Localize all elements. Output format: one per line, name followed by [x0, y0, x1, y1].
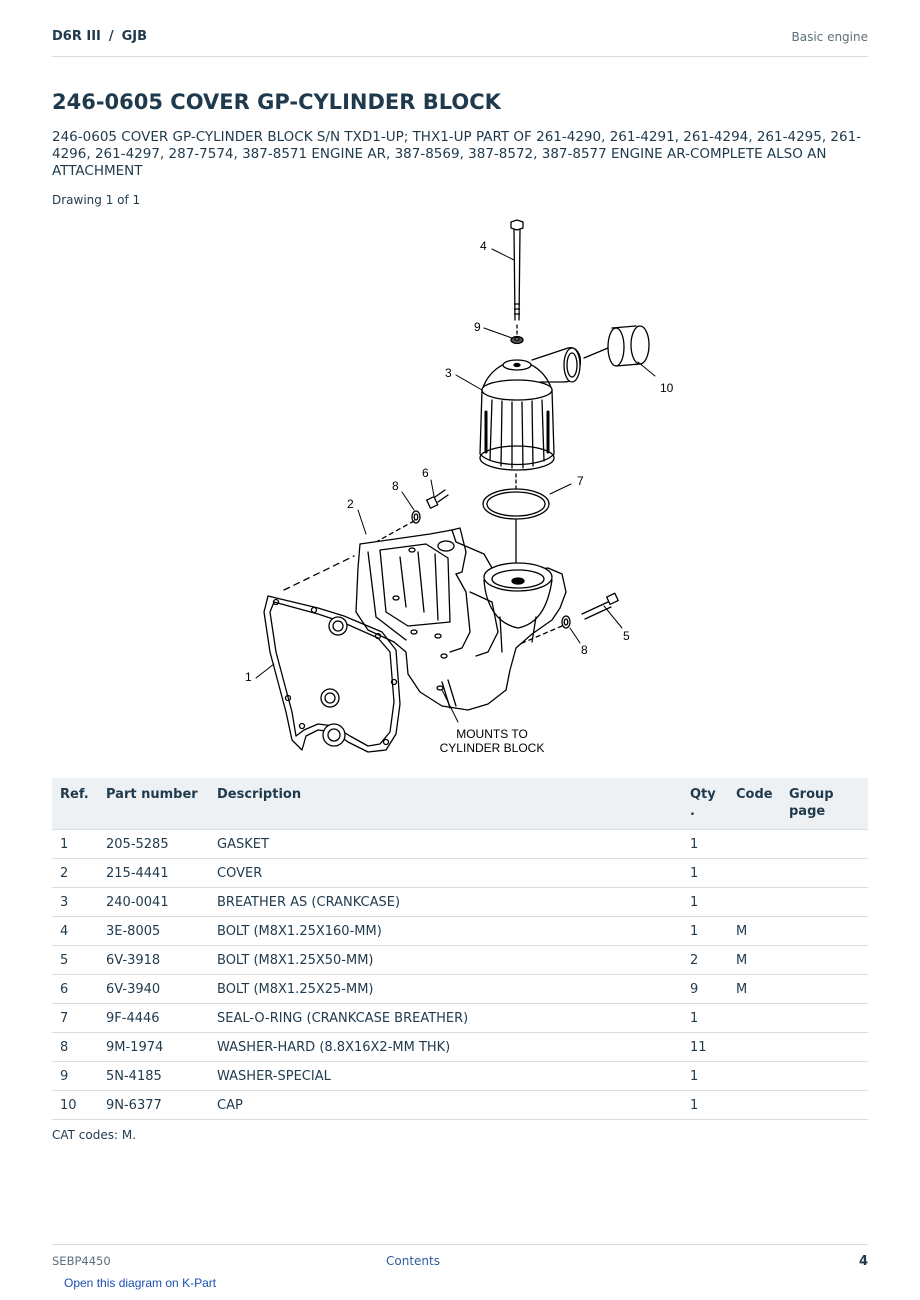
cell-description: COVER — [209, 859, 682, 888]
cell-ref: 9 — [52, 1062, 98, 1091]
cell-description: BREATHER AS (CRANKCASE) — [209, 888, 682, 917]
cell-part-number[interactable]: 9M-1974 — [98, 1033, 209, 1062]
callout-4[interactable]: 4 — [480, 239, 487, 253]
cell-code: M — [728, 917, 781, 946]
table-row — [52, 975, 868, 1004]
cell-qty: 1 — [682, 888, 728, 917]
cell-code — [728, 830, 781, 859]
cell-qty: 1 — [682, 917, 728, 946]
table-row — [52, 859, 868, 888]
cell-code — [728, 1033, 781, 1062]
cell-code — [728, 859, 781, 888]
cell-qty: 1 — [682, 1062, 728, 1091]
cell-description: GASKET — [209, 830, 682, 859]
washer-9-drawing — [511, 325, 523, 344]
page-footer — [52, 1244, 868, 1275]
cell-qty: 1 — [682, 1091, 728, 1120]
table-row — [52, 1091, 868, 1120]
cell-qty: 11 — [682, 1033, 728, 1062]
cell-qty: 1 — [682, 830, 728, 859]
cell-part-number[interactable]: 6V-3918 — [98, 946, 209, 975]
contents-link[interactable]: Contents — [386, 1254, 440, 1268]
cell-code: M — [728, 975, 781, 1004]
cell-qty: 9 — [682, 975, 728, 1004]
cell-part-number[interactable]: 9F-4446 — [98, 1004, 209, 1033]
cell-ref: 3 — [52, 888, 98, 917]
parts-diagram[interactable] — [230, 212, 690, 762]
page-header — [52, 28, 868, 57]
callout-3[interactable]: 3 — [445, 366, 452, 380]
bolt-6-drawing — [427, 490, 448, 508]
table-row — [52, 888, 868, 917]
callout-1[interactable]: 1 — [245, 670, 252, 684]
cell-code — [728, 1004, 781, 1033]
col-header-group-page: Group page — [781, 778, 868, 830]
table-row — [52, 946, 868, 975]
mounts-note-line2: CYLINDER BLOCK — [439, 741, 545, 755]
table-row — [52, 1062, 868, 1091]
cell-ref: 10 — [52, 1091, 98, 1120]
document-id: SEBP4450 — [52, 1254, 111, 1268]
table-header-row — [52, 778, 868, 830]
page-title: 246-0605 COVER GP-CYLINDER BLOCK — [52, 90, 501, 114]
cell-group-page — [781, 1062, 868, 1091]
cell-description: BOLT (M8X1.25X50-MM) — [209, 946, 682, 975]
cell-ref: 4 — [52, 917, 98, 946]
bolt-5-drawing — [582, 593, 618, 619]
mounts-note-line1: MOUNTS TO — [456, 727, 528, 741]
cell-ref: 6 — [52, 975, 98, 1004]
cell-qty: 1 — [682, 859, 728, 888]
table-row — [52, 830, 868, 859]
cell-code: M — [728, 946, 781, 975]
callout-8-lower[interactable]: 8 — [581, 643, 588, 657]
group-description: 246-0605 COVER GP-CYLINDER BLOCK S/N TXD1-UP; THX1-UP PART OF 261-4290, 261-4291, 261-4294, 261-4295, 261-4296, 261-4297, 287-7574, 387-8571 ENGINE AR, 387-8569, 387-8572, 387-8577 ENGINE AR-COMPLETE ALSO AN ATTACHMENT — [52, 129, 862, 179]
cell-group-page — [781, 859, 868, 888]
cell-group-page — [781, 917, 868, 946]
cell-code — [728, 1062, 781, 1091]
cell-part-number[interactable]: 3E-8005 — [98, 917, 209, 946]
cell-ref: 5 — [52, 946, 98, 975]
cell-ref: 1 — [52, 830, 98, 859]
bolt-4-drawing — [511, 220, 523, 320]
cell-group-page — [781, 888, 868, 917]
cell-qty: 2 — [682, 946, 728, 975]
cell-description: CAP — [209, 1091, 682, 1120]
cover-2-drawing — [356, 528, 566, 710]
parts-table-body — [52, 830, 868, 1120]
kpart-link[interactable]: Open this diagram on K-Part — [64, 1276, 217, 1290]
callout-10[interactable]: 10 — [660, 381, 674, 395]
seal-7-drawing — [483, 474, 549, 570]
cell-group-page — [781, 946, 868, 975]
callout-2[interactable]: 2 — [347, 497, 354, 511]
callout-6[interactable]: 6 — [422, 466, 429, 480]
cell-part-number[interactable]: 9N-6377 — [98, 1091, 209, 1120]
cell-part-number[interactable]: 5N-4185 — [98, 1062, 209, 1091]
cell-part-number[interactable]: 215-4441 — [98, 859, 209, 888]
cell-ref: 8 — [52, 1033, 98, 1062]
section-name: Basic engine — [791, 30, 868, 44]
cell-group-page — [781, 830, 868, 859]
drawing-label: Drawing 1 of 1 — [52, 193, 141, 207]
cell-code — [728, 888, 781, 917]
breadcrumb-prefix[interactable]: GJB — [121, 29, 148, 44]
page-number: 4 — [858, 1254, 868, 1269]
callout-7[interactable]: 7 — [577, 474, 584, 488]
table-row — [52, 1004, 868, 1033]
cap-10-drawing — [584, 326, 649, 366]
cell-description: WASHER-SPECIAL — [209, 1062, 682, 1091]
cell-group-page — [781, 975, 868, 1004]
breather-3-drawing — [480, 348, 580, 470]
cell-description: WASHER-HARD (8.8X16X2-MM THK) — [209, 1033, 682, 1062]
callout-8[interactable]: 8 — [392, 479, 399, 493]
cell-group-page — [781, 1004, 868, 1033]
cell-description: BOLT (M8X1.25X25-MM) — [209, 975, 682, 1004]
cell-description: BOLT (M8X1.25X160-MM) — [209, 917, 682, 946]
cell-group-page — [781, 1091, 868, 1120]
breadcrumb — [52, 29, 147, 44]
callout-9[interactable]: 9 — [474, 320, 481, 334]
col-header-qty: Qty . — [682, 778, 728, 830]
cat-codes-note: CAT codes: M. — [52, 1128, 137, 1142]
breadcrumb-separator: / — [108, 29, 114, 44]
table-row — [52, 917, 868, 946]
parts-table — [52, 778, 868, 1120]
cell-ref: 2 — [52, 859, 98, 888]
col-header-ref: Ref. — [52, 778, 98, 830]
cell-qty: 1 — [682, 1004, 728, 1033]
cell-description: SEAL-O-RING (CRANKCASE BREATHER) — [209, 1004, 682, 1033]
cell-ref: 7 — [52, 1004, 98, 1033]
breadcrumb-model[interactable]: D6R III — [52, 29, 101, 44]
col-header-part-number: Part number — [98, 778, 209, 830]
cell-part-number[interactable]: 6V-3940 — [98, 975, 209, 1004]
cell-part-number[interactable]: 240-0041 — [98, 888, 209, 917]
cell-part-number[interactable]: 205-5285 — [98, 830, 209, 859]
cell-code — [728, 1091, 781, 1120]
cell-group-page — [781, 1033, 868, 1062]
callout-5[interactable]: 5 — [623, 629, 630, 643]
col-header-code: Code — [728, 778, 781, 830]
table-row — [52, 1033, 868, 1062]
col-header-description: Description — [209, 778, 682, 830]
